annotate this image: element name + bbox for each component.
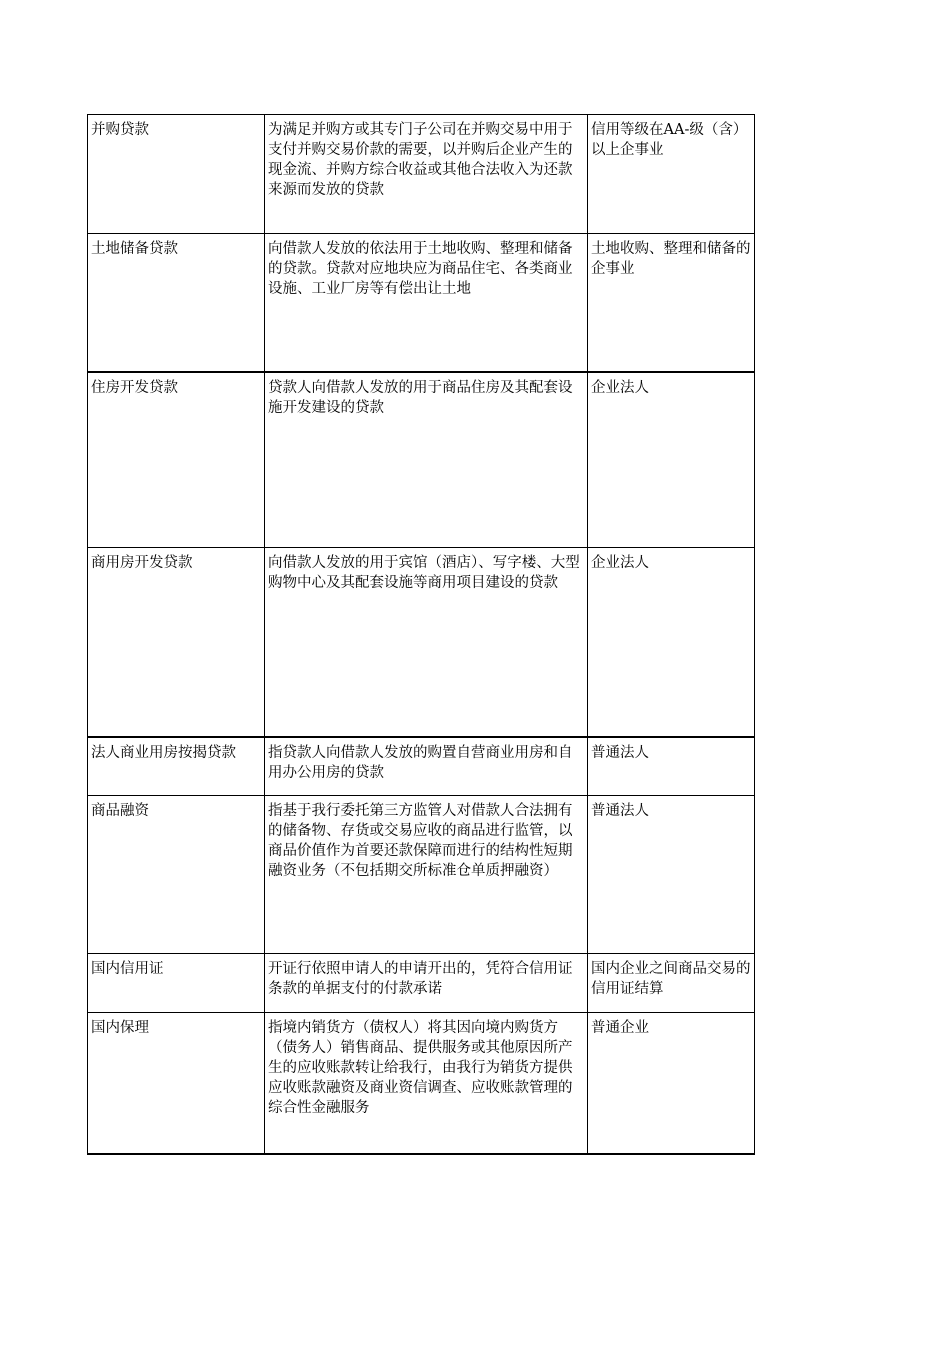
- product-name-cell: 土地储备贷款: [88, 234, 265, 372]
- target-customer-cell: 普通法人: [588, 796, 755, 954]
- table-row: [88, 372, 755, 548]
- product-name-cell: 法人商业用房按揭贷款: [88, 737, 265, 796]
- product-description-cell: 开证行依照申请人的申请开出的，凭符合信用证条款的单据支付的付款承诺: [265, 954, 588, 1013]
- product-description-cell: 贷款人向借款人发放的用于商品住房及其配套设施开发建设的贷款: [265, 372, 588, 548]
- table-row: [88, 796, 755, 954]
- table-row: [88, 954, 755, 1013]
- target-customer-cell: 土地收购、整理和储备的企事业: [588, 234, 755, 372]
- product-description-cell: 向借款人发放的用于宾馆（酒店）、写字楼、大型购物中心及其配套设施等商用项目建设的贷款: [265, 548, 588, 737]
- product-description-cell: 向借款人发放的依法用于土地收购、整理和储备的贷款。贷款对应地块应为商品住宅、各类商业设施、工业厂房等有偿出让土地: [265, 234, 588, 372]
- target-customer-cell: 企业法人: [588, 372, 755, 548]
- table-row: [88, 548, 755, 737]
- target-customer-cell: 普通企业: [588, 1013, 755, 1154]
- target-customer-cell: 企业法人: [588, 548, 755, 737]
- product-description-cell: 指境内销货方（债权人）将其因向境内购货方（债务人）销售商品、提供服务或其他原因所产生的应收账款转让给我行，由我行为销货方提供应收账款融资及商业资信调查、应收账款管理的综合性金融服务: [265, 1013, 588, 1154]
- product-description-cell: 为满足并购方或其专门子公司在并购交易中用于支付并购交易价款的需要，以并购后企业产生的现金流、并购方综合收益或其他合法收入为还款来源而发放的贷款: [265, 115, 588, 234]
- product-name-cell: 商品融资: [88, 796, 265, 954]
- product-name-cell: 住房开发贷款: [88, 372, 265, 548]
- table-row: [88, 737, 755, 796]
- table-row: [88, 115, 755, 234]
- product-description-cell: 指基于我行委托第三方监管人对借款人合法拥有的储备物、存货或交易应收的商品进行监管，以商品价值作为首要还款保障而进行的结构性短期融资业务（不包括期交所标准仓单质押融资）: [265, 796, 588, 954]
- product-name-cell: 并购贷款: [88, 115, 265, 234]
- product-name-cell: 国内保理: [88, 1013, 265, 1154]
- table-row: [88, 234, 755, 372]
- product-name-cell: 商用房开发贷款: [88, 548, 265, 737]
- target-customer-cell: 信用等级在AA-级（含）以上企事业: [588, 115, 755, 234]
- product-name-cell: 国内信用证: [88, 954, 265, 1013]
- loan-products-table: [87, 114, 755, 1155]
- target-customer-cell: 普通法人: [588, 737, 755, 796]
- target-customer-cell: 国内企业之间商品交易的信用证结算: [588, 954, 755, 1013]
- table-row: [88, 1013, 755, 1154]
- product-description-cell: 指贷款人向借款人发放的购置自营商业用房和自用办公用房的贷款: [265, 737, 588, 796]
